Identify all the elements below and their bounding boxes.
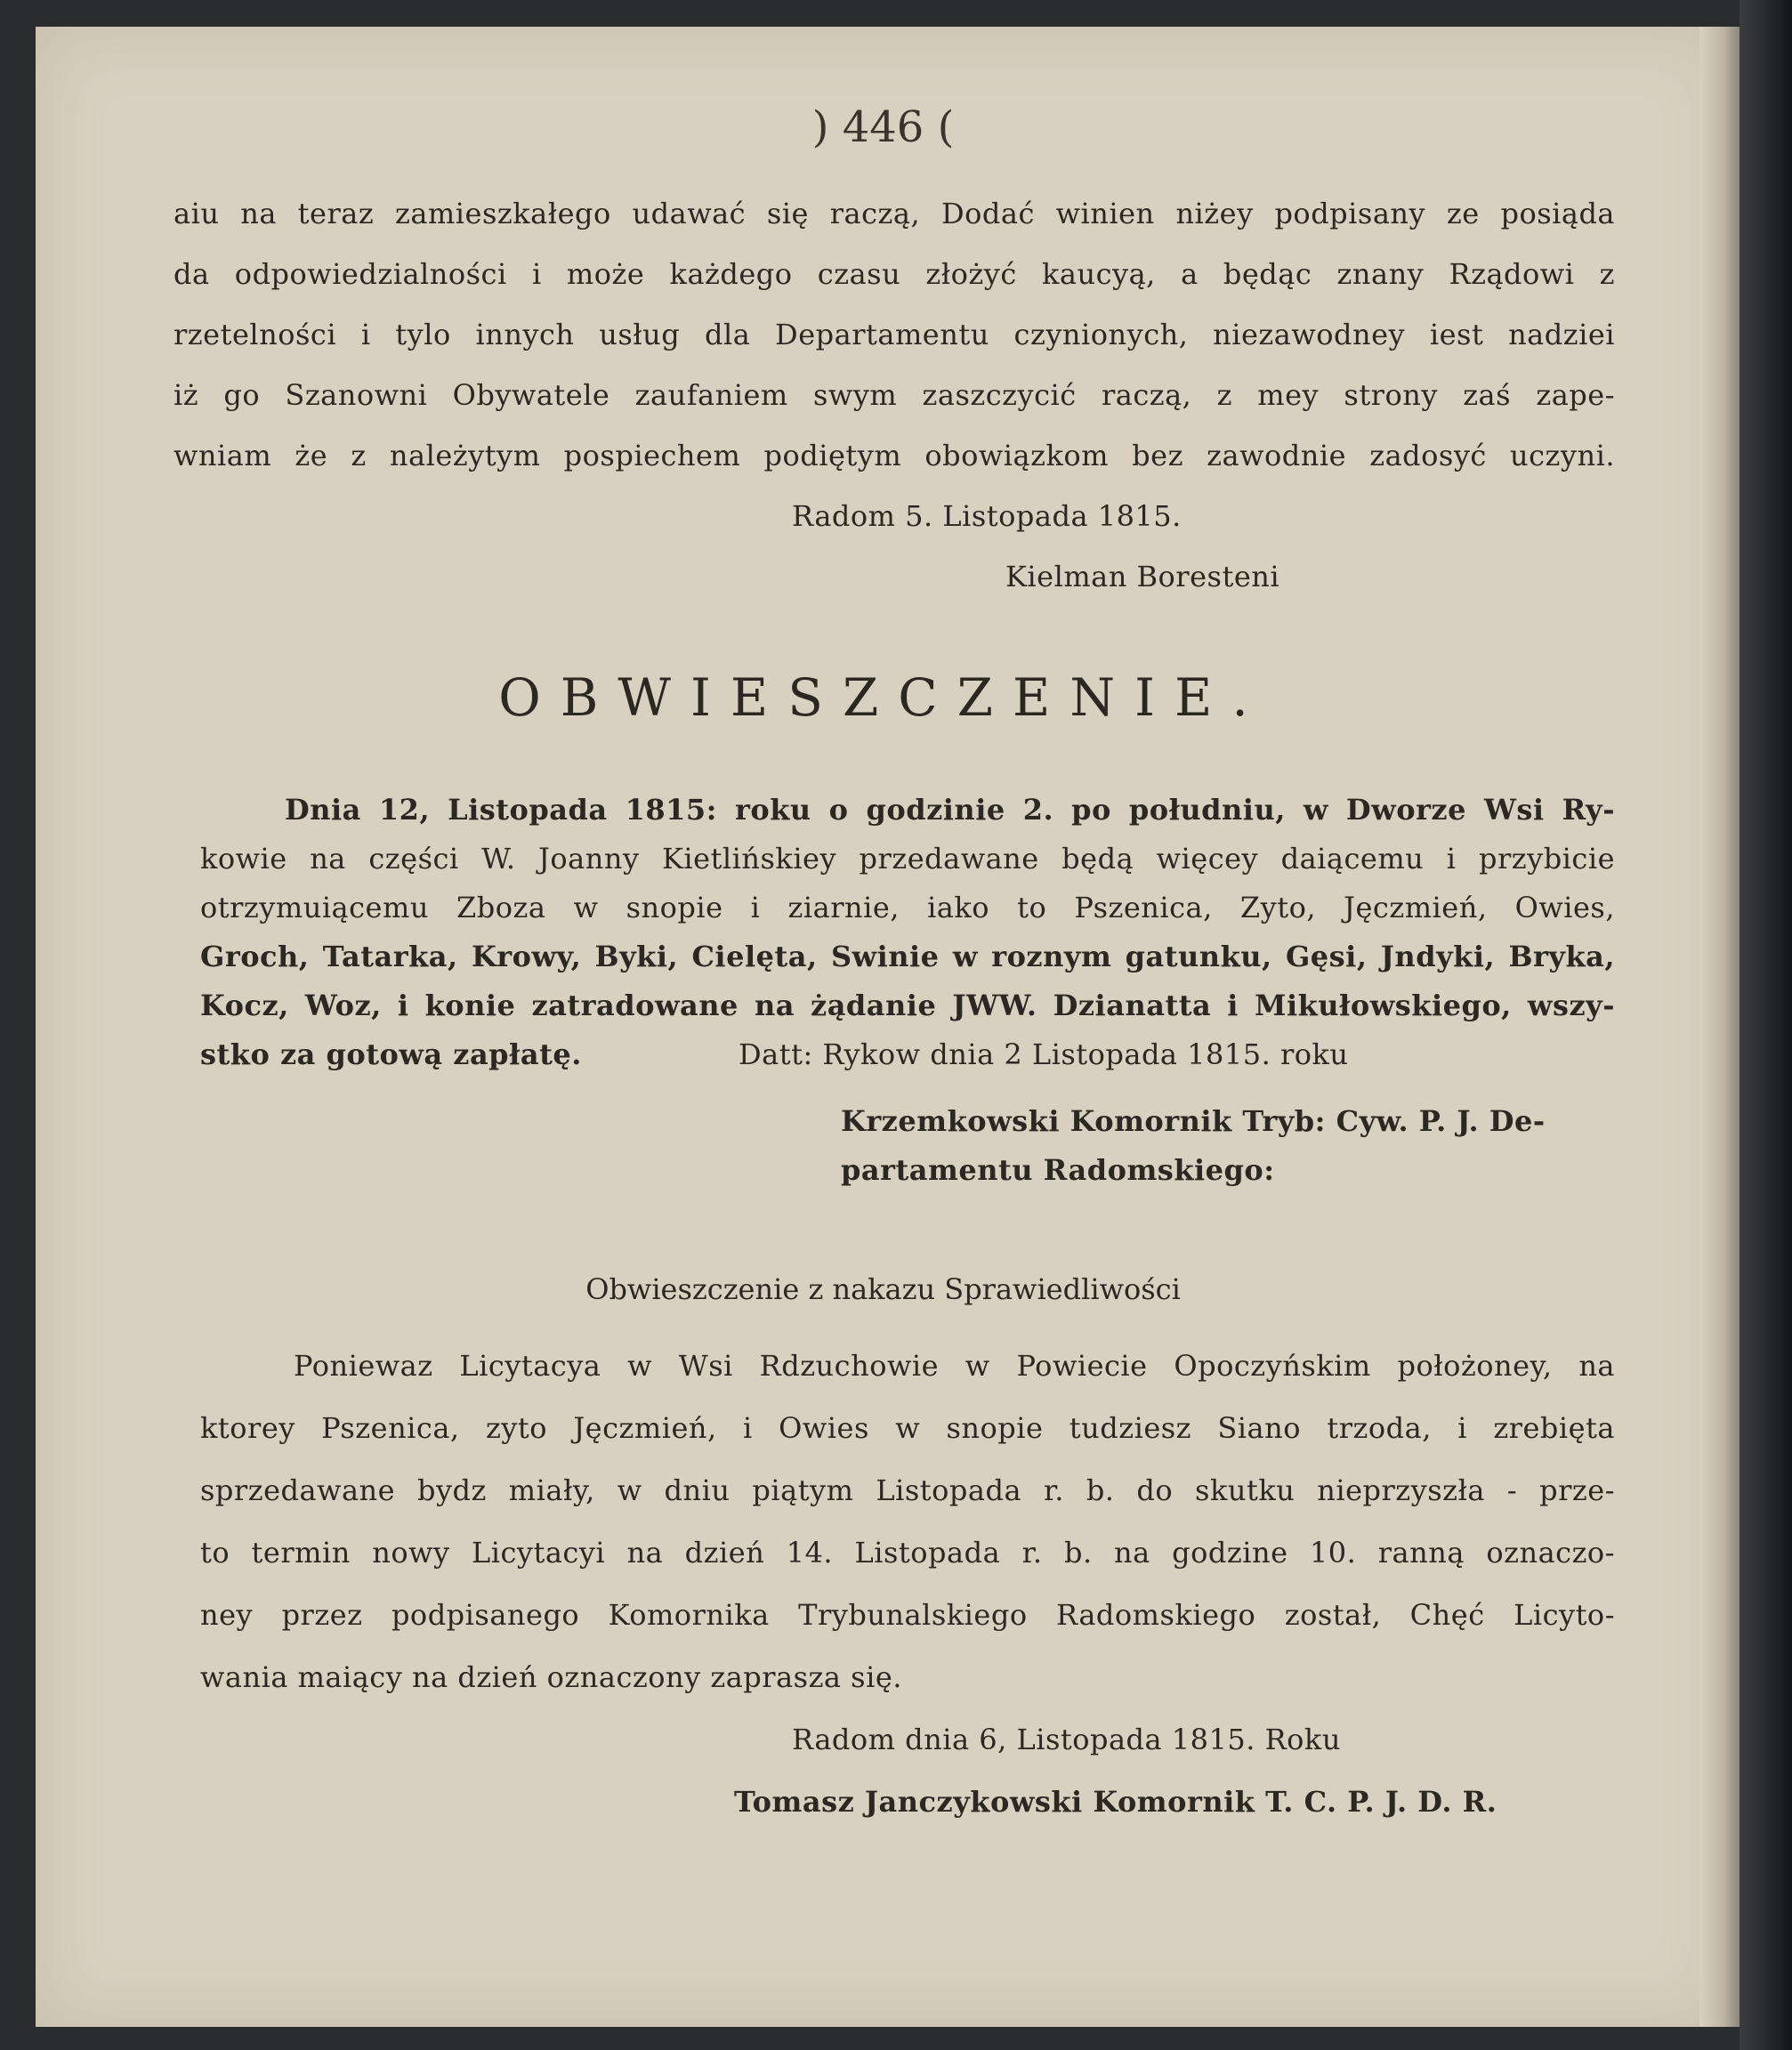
notice-2-signature-line-1: Krzemkowski Komornik Tryb: Cyw. P. J. De- <box>841 1104 1546 1138</box>
notice-3-line: sprzedawane bydz miały, w dniu piątym Listopada r. b. do skutku nieprzyszła - prze- <box>200 1473 1615 1507</box>
notice-2-line: kowie na części W. Joanny Kietlińskiey przedawane będą więcey daiącemu i przybicie <box>200 842 1615 876</box>
notice-2-line: Kocz, Woz, i konie zatradowane na żądanie JWW. Dzianatta i Mikułowskiego, wszy- <box>200 989 1615 1022</box>
notice-3-signature: Tomasz Janczykowski Komornik T. C. P. J. D. R. <box>734 1785 1497 1819</box>
notice-3-title: Obwieszczenie z nakazu Sprawiedliwości <box>585 1272 1181 1306</box>
notice-1-place-date: Radom 5. Listopada 1815. <box>792 499 1182 533</box>
notice-2-line: Groch, Tatarka, Krowy, Byki, Cielęta, Swinie w roznym gatunku, Gęsi, Jndyki, Bryka, <box>200 940 1615 973</box>
notice-2-title: OBWIESZCZENIE. <box>498 667 1268 728</box>
notice-3-line: ney przez podpisanego Komornika Trybunalskiego Radomskiego został, Chęć Licyto- <box>200 1598 1615 1632</box>
notice-1-line: rzetelności i tylo innych usług dla Departamentu czynionych, niezawodney iest nadziei <box>174 318 1615 351</box>
notice-3-place-date: Radom dnia 6, Listopada 1815. Roku <box>792 1723 1341 1756</box>
notice-3-line: wania maiący na dzień oznaczony zaprasza się. <box>200 1660 902 1694</box>
notice-2-line: otrzymuiącemu Zboza w snopie i ziarnie, iako to Pszenica, Zyto, Jęczmień, Owies, <box>200 891 1615 924</box>
notice-2-line: Dnia 12, Listopada 1815: roku o godzinie 2. po południu, w Dworze Wsi Ry- <box>285 793 1615 827</box>
notice-2-last-line-right: Datt: Rykow dnia 2 Listopada 1815. roku <box>739 1037 1349 1071</box>
notice-1-line: da odpowiedzialności i może każdego czasu złożyć kaucyą, a będąc znany Rządowi z <box>174 257 1615 291</box>
notice-1-line: iż go Szanowni Obywatele zaufaniem swym zaszczycić raczą, z mey strony zaś zape- <box>174 378 1615 412</box>
notice-1-line: aiu na teraz zamieszkałego udawać się raczą, Dodać winien niżey podpisany ze posiąda <box>174 197 1615 230</box>
notice-3-line: ktorey Pszenica, zyto Jęczmień, i Owies w snopie tudziesz Siano trzoda, i zrebięta <box>200 1411 1615 1445</box>
notice-1-signature: Kielman Boresteni <box>1005 560 1280 593</box>
page-edge <box>1699 27 1740 2027</box>
notice-1-line: wniam że z należytym pospiechem podiętym obowiązkom bez zawodnie zadosyć uczyni. <box>174 439 1615 472</box>
document-page <box>36 27 1731 2027</box>
notice-3-line: to termin nowy Licytacyi na dzień 14. Listopada r. b. na godzine 10. ranną oznaczo- <box>200 1536 1615 1570</box>
book-spine <box>1740 0 1792 2050</box>
notice-3-line: Poniewaz Licytacya w Wsi Rdzuchowie w Powiecie Opoczyńskim położoney, na <box>294 1349 1615 1383</box>
notice-2-last-line-left: stko za gotową zapłatę. <box>200 1037 582 1071</box>
notice-2-signature-line-2: partamentu Radomskiego: <box>841 1153 1275 1187</box>
page-number: ) 446 ( <box>811 102 955 152</box>
